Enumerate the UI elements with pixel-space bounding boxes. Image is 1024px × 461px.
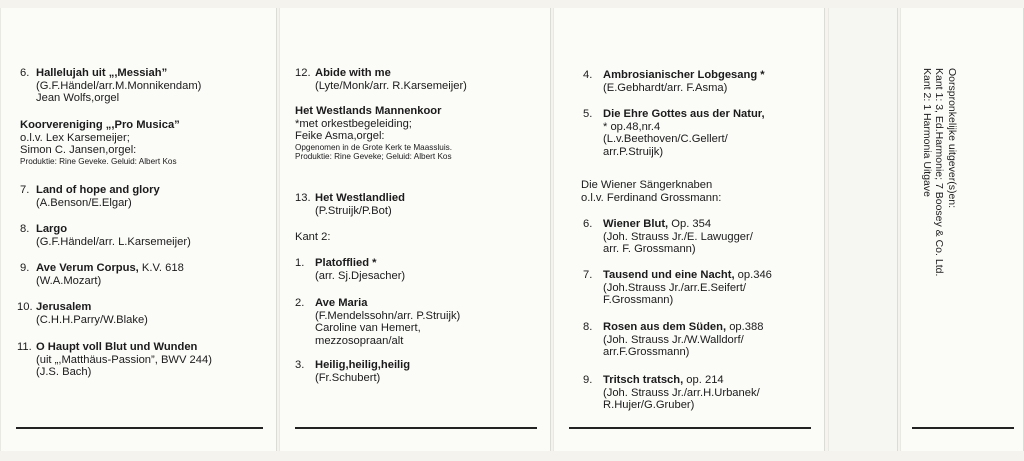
panel-3: [553, 8, 825, 451]
track-number: 12.: [295, 67, 311, 79]
track-arranger: arr. F. Grossmann): [603, 243, 696, 256]
track-opus: * op.48,nr.4: [603, 120, 661, 133]
track-number: 8.: [20, 223, 30, 235]
track-number: 6.: [583, 218, 593, 230]
track-opus: op.346: [734, 269, 772, 281]
track-number: 7.: [20, 184, 30, 196]
track-title: Het Westlandlied: [315, 192, 405, 204]
track-3: [295, 359, 545, 384]
choir-conductor: o.l.v. Lex Karsemeijer;: [20, 131, 130, 144]
track-title: Jerusalem: [36, 301, 92, 313]
divider-line: [16, 427, 263, 429]
side-2-heading: Kant 2:: [295, 231, 331, 243]
track-number: 4.: [583, 69, 593, 81]
panel-1: [0, 8, 277, 451]
track-title: Abide with me: [315, 67, 391, 79]
track-title: Die Ehre Gottes aus der Natur,: [603, 108, 765, 120]
track-credit: (uit „,Matthäus-Passion”, BWV 244): [36, 353, 212, 366]
track-title: Land of hope and glory: [36, 184, 160, 196]
track-performer: Jean Wolfs,orgel: [36, 92, 120, 105]
track-credit: (L.v.Beethoven/C.Gellert/: [603, 133, 728, 146]
divider-line: [912, 427, 1014, 429]
choir-organist: Simon C. Jansen,orgel:: [20, 144, 137, 157]
track-credit: (Lyte/Monk/arr. R.Karsemeijer): [315, 79, 467, 92]
track-opus: op. 214: [683, 374, 724, 386]
track-9: [20, 262, 270, 287]
track-8: [20, 223, 270, 248]
track-5: [583, 108, 819, 158]
track-title: Largo: [36, 223, 68, 235]
track-credit: (P.Struijk/P.Bot): [315, 204, 392, 217]
track-6: [20, 67, 270, 105]
track-number: 3.: [295, 359, 305, 371]
track-credit: (Joh.Strauss Jr./arr.E.Seifert/: [603, 281, 746, 294]
publishers-block: [918, 68, 958, 288]
track-number: 10.: [17, 301, 33, 313]
track-number: 7.: [583, 269, 593, 281]
track-credit: (A.Benson/E.Elgar): [36, 196, 132, 209]
track-title: Wiener Blut,: [603, 218, 669, 230]
choir-title: Die Wiener Sängerknaben: [581, 179, 713, 191]
track-10: [17, 301, 270, 326]
track-1: [295, 257, 545, 282]
panel-2: [279, 8, 551, 451]
track-credit: (Joh. Strauss Jr./E. Lawugger/: [603, 230, 753, 243]
track-9: [583, 374, 819, 412]
track-credit: (C.H.H.Parry/W.Blake): [36, 313, 148, 326]
track-number: 2.: [295, 297, 305, 309]
choir-block: [20, 119, 270, 166]
track-title: Rosen aus dem Süden,: [603, 321, 727, 333]
track-credit: (arr. Sj.Djesacher): [315, 269, 406, 282]
track-number: 11.: [17, 341, 32, 353]
track-credit: (Joh. Strauss Jr./W.Walldorf/: [603, 333, 744, 346]
track-8: [583, 321, 819, 359]
track-arranger: R.Hujer/G.Gruber): [603, 399, 695, 412]
track-credit: (G.F.Händel/arr. L.Karsemeijer): [36, 235, 191, 248]
production-credit: Produktie: Rine Geveke; Geluid: Albert Kos: [295, 152, 452, 162]
track-title: Tritsch tratsch,: [603, 374, 684, 386]
track-title: Tausend und eine Nacht,: [603, 269, 735, 281]
track-4: [583, 69, 819, 94]
track-title: Platofflied *: [315, 257, 377, 269]
track-11: [17, 341, 270, 379]
track-arranger: arr.F.Grossmann): [603, 346, 690, 359]
recording-location: Opgenomen in de Grote Kerk te Maassluis.: [295, 142, 453, 152]
track-number: 9.: [20, 262, 30, 274]
track-opus: op.388: [726, 321, 764, 333]
track-opus: Op. 354: [668, 218, 712, 230]
spine-panel: [828, 8, 898, 451]
track-credit: (Joh. Strauss Jr./arr.H.Urbanek/: [603, 386, 760, 399]
track-title: Ambrosianischer Lobgesang *: [603, 69, 765, 81]
track-6: [583, 218, 819, 256]
choir-organist: Feike Asma,orgel:: [295, 130, 385, 143]
track-number: 13.: [295, 192, 311, 204]
track-number: 5.: [583, 108, 593, 120]
track-number: 1.: [295, 257, 305, 269]
track-composer: (J.S. Bach): [36, 366, 92, 379]
track-voice: mezzosopraan/alt: [315, 334, 404, 347]
track-title: O Haupt voll Blut und Wunden: [36, 341, 198, 353]
track-title: Ave Maria: [315, 297, 368, 309]
track-number: 9.: [583, 374, 593, 386]
track-number: 6.: [20, 67, 30, 79]
publishers-side-1: Kant 1: 3, Ed.Harmonie; 7 Boosey & Co. Ltd.: [933, 68, 946, 277]
production-credit: Produktie: Rine Geveke. Geluid: Albert Kos: [20, 156, 177, 166]
track-7: [583, 269, 819, 307]
choir-block: [581, 179, 821, 204]
track-arranger: F.Grossmann): [603, 294, 674, 307]
track-arranger: arr.P.Struijk): [603, 145, 664, 158]
choir-block: [295, 105, 545, 162]
track-opus: K.V. 618: [138, 262, 184, 274]
track-credit: (E.Gebhardt/arr. F.Asma): [603, 81, 728, 94]
track-2: [295, 297, 545, 347]
divider-line: [569, 427, 811, 429]
track-number: 8.: [583, 321, 593, 333]
track-7: [20, 184, 270, 209]
track-title: Ave Verum Corpus,: [36, 262, 139, 274]
choir-title: Koorvereniging „,Pro Musica”: [20, 119, 180, 131]
orchestra-note: *met orkestbegeleiding;: [295, 117, 412, 130]
track-title: Heilig,heilig,heilig: [315, 359, 411, 371]
choir-title: Het Westlands Mannenkoor: [295, 105, 442, 117]
track-credit: (W.A.Mozart): [36, 274, 102, 287]
publishers-side-2: Kant 2: 1 Harmonia Uitgave: [921, 68, 933, 197]
publishers-heading: Oorspronkelijke uitgever(s)en:: [946, 68, 958, 209]
track-performer: Caroline van Hemert,: [315, 322, 421, 335]
track-credit: (F.Mendelssohn/arr. P.Struijk): [315, 309, 461, 322]
track-12: [295, 67, 545, 92]
track-13: [295, 192, 545, 217]
track-credit: (G.F.Händel/arr.M.Monnikendam): [36, 79, 202, 92]
track-credit: (Fr.Schubert): [315, 371, 381, 384]
choir-conductor: o.l.v. Ferdinand Grossmann:: [581, 191, 722, 204]
divider-line: [295, 427, 537, 429]
track-title: Hallelujah uit „,Messiah”: [36, 67, 168, 79]
